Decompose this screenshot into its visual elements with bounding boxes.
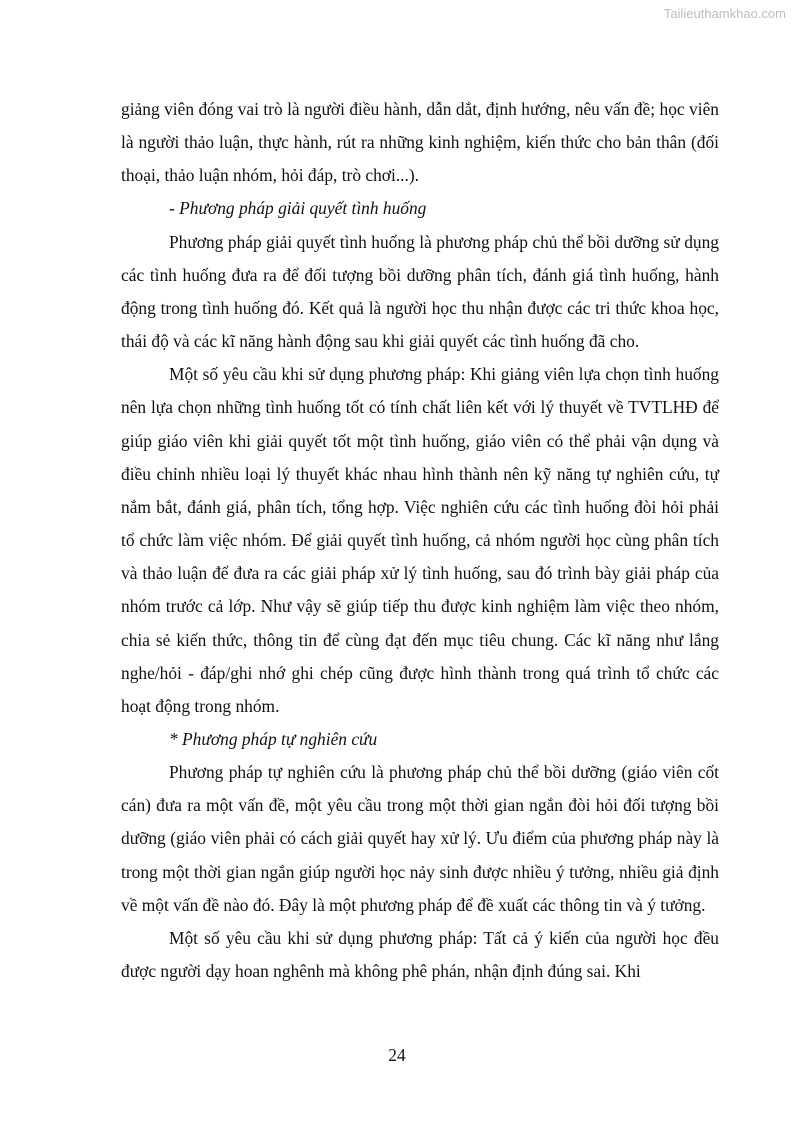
page-body xyxy=(121,93,719,988)
watermark: Tailieuthamkhao.com xyxy=(663,6,786,21)
paragraph-situation-requirements: Một số yêu cầu khi sử dụng phương pháp: Khi giảng viên lựa chọn tình huống nên lựa chọn những tình huống tốt có tính chất liên kết với lý thuyết về TVTLHĐ để giúp giáo viên khi giải quyết tốt một tình huống, giáo viên có thể phải vận dụng và điều chỉnh nhiều loại lý thuyết khác nhau hình thành nên kỹ năng tự nghiên cứu, tự nắm bắt, đánh giá, phân tích, tổng hợp. Việc nghiên cứu các tình huống đòi hỏi phải tổ chức làm việc nhóm. Để giải quyết tình huống, cả nhóm người học cùng phân tích và thảo luận để đưa ra các giải pháp xử lý tình huống, sau đó trình bày giải pháp của nhóm trước cả lớp. Như vậy sẽ giúp tiếp thu được kinh nghiệm làm việc theo nhóm, chia sẻ kiến thức, thông tin để cùng đạt đến mục tiêu chung. Các kĩ năng như lắng nghe/hỏi - đáp/ghi nhớ ghi chép cũng được hình thành trong quá trình tổ chức các hoạt động trong nhóm. xyxy=(121,364,719,716)
paragraph-self-study-requirements: Một số yêu cầu khi sử dụng phương pháp: Tất cả ý kiến của người học đều được người dạy hoan nghênh mà không phê phán, nhận định đúng sai. Khi xyxy=(121,927,719,982)
paragraph-self-study-definition: Phương pháp tự nghiên cứu là phương pháp chủ thể bồi dưỡng (giáo viên cốt cán) đưa ra một vấn đề, một yêu cầu trong một thời gian ngắn đòi hỏi đối tượng bồi dưỡng (giáo viên phải có cách giải quyết hay xử lý. Ưu điểm của phương pháp này là trong một thời gian ngắn giúp người học nảy sinh được nhiều ý tưởng, nhiều giả định về một vấn đề nào đó. Đây là một phương pháp để đề xuất các thông tin và ý tưởng. xyxy=(121,762,719,915)
page-number: 24 xyxy=(388,1045,406,1065)
heading-situation-method: - Phương pháp giải quyết tình huống xyxy=(169,198,427,219)
heading-self-study-method: * Phương pháp tự nghiên cứu xyxy=(169,728,378,749)
paragraph-situation-definition: Phương pháp giải quyết tình huống là phương pháp chủ thể bồi dưỡng sử dụng các tình huống đưa ra để đối tượng bồi dưỡng phân tích, đánh giá tình huống, hành động trong tình huống đó. Kết quả là người học thu nhận được các tri thức khoa học, thái độ và các kĩ năng hành động sau khi giải quyết các tình huống đã cho. xyxy=(121,231,719,352)
paragraph-continuation: giảng viên đóng vai trò là người điều hành, dẫn dắt, định hướng, nêu vấn đề; học viên là người thảo luận, thực hành, rút ra những kinh nghiệm, kiến thức cho bản thân (đối thoại, thảo luận nhóm, hỏi đáp, trò chơi...). xyxy=(121,99,719,186)
